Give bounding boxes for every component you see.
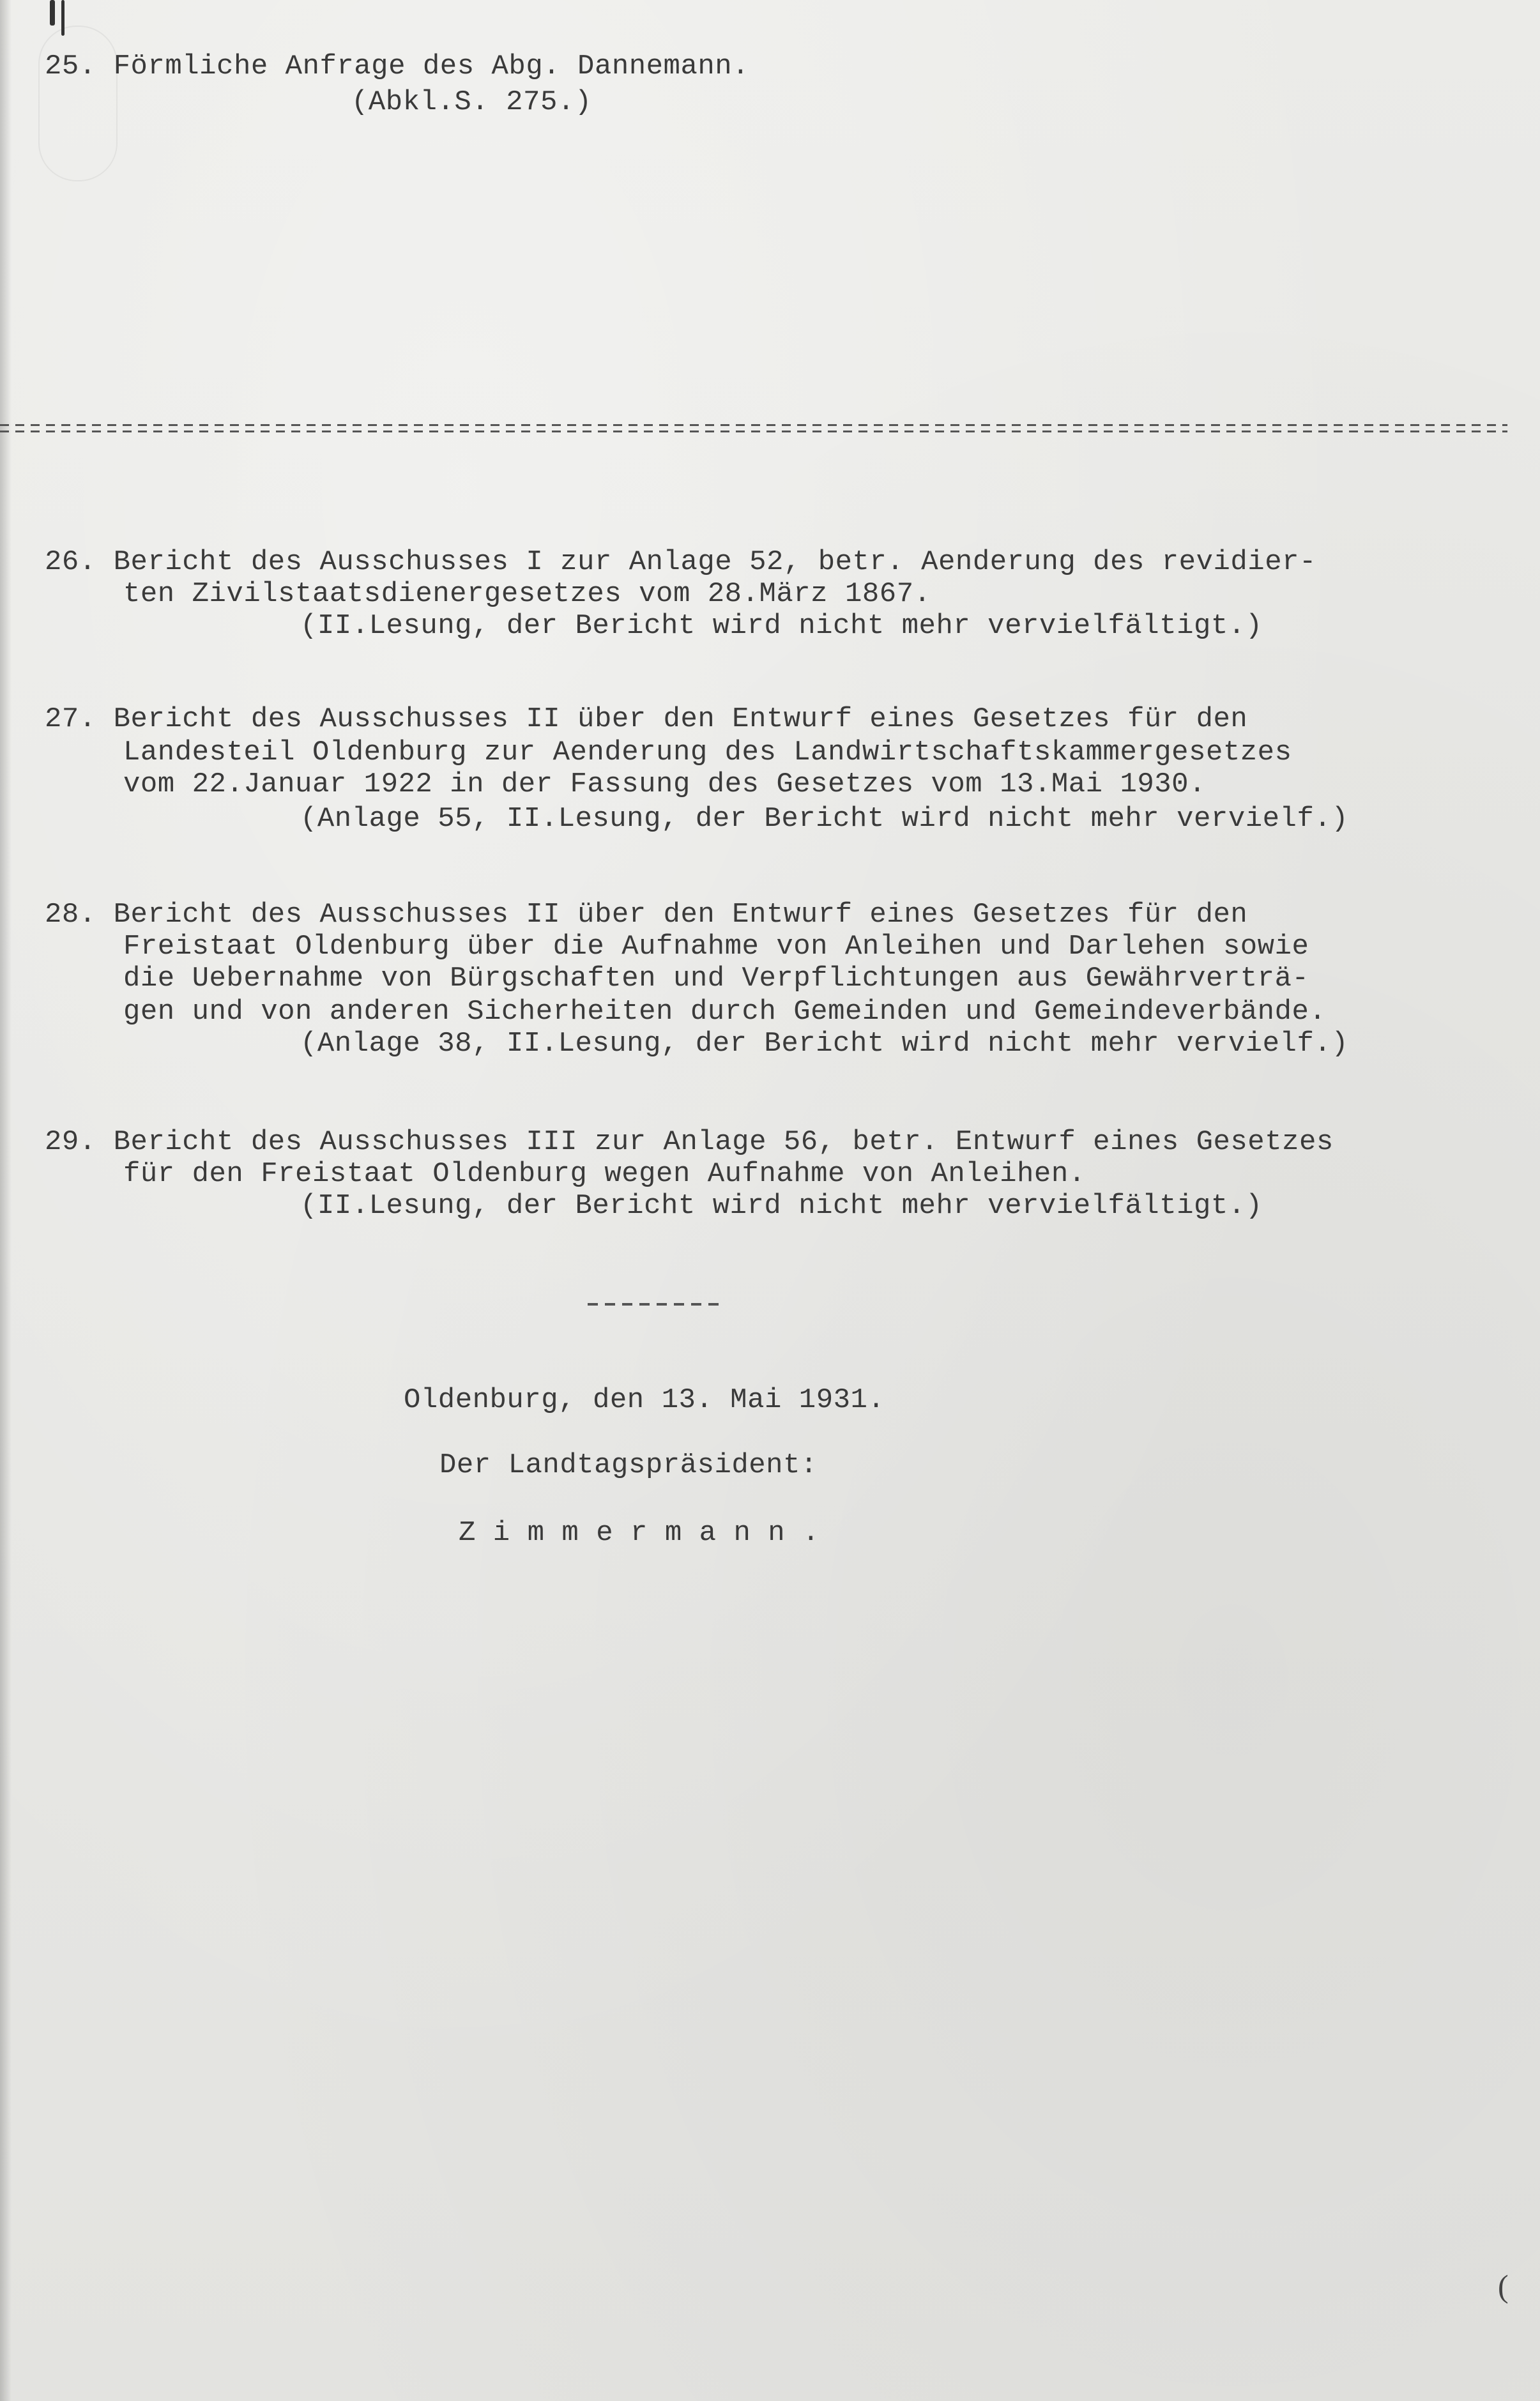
item-29-line-2: für den Freistaat Oldenburg wegen Aufnahme von Anleihen. [123,1158,1086,1190]
signatory-name: Z i m m e r m a n n . [459,1517,820,1549]
item-28-line-3: die Uebernahme von Bürgschaften und Verpflichtungen aus Gewährverträ- [123,963,1309,995]
item-27-line-4: (Anlage 55, II.Lesung, der Bericht wird nicht mehr vervielf.) [300,803,1349,835]
item-25-line-1: 25. Förmliche Anfrage des Abg. Dannemann. [45,50,750,82]
short-dash-divider [588,1303,725,1306]
item-27-line-1: 27. Bericht des Ausschusses II über den Entwurf eines Gesetzes für den [45,703,1248,735]
punch-hole-mark [38,26,118,181]
item-29-line-1: 29. Bericht des Ausschusses III zur Anlage 56, betr. Entwurf eines Gesetzes [45,1126,1334,1158]
item-28-line-4: gen und von anderen Sicherheiten durch Gemeinden und Gemeindeverbände. [123,996,1327,1028]
item-25-line-2: (Abkl.S. 275.) [351,86,592,118]
item-26-line-3: (II.Lesung, der Bericht wird nicht mehr vervielfältigt.) [300,610,1263,642]
item-26-line-2: ten Zivilstaatsdienergesetzes vom 28.März 1867. [123,578,931,610]
ink-mark [50,0,55,26]
double-dash-separator [0,422,1507,436]
item-27-line-3: vom 22.Januar 1922 in der Fassung des Gesetzes vom 13.Mai 1930. [123,768,1206,800]
item-26-line-1: 26. Bericht des Ausschusses I zur Anlage 52, betr. Aenderung des revidier- [45,546,1316,578]
ink-mark [61,0,65,36]
margin-mark: ( [1498,2268,1509,2304]
item-28-line-2: Freistaat Oldenburg über die Aufnahme von Anleihen und Darlehen sowie [123,931,1309,963]
item-28-line-5: (Anlage 38, II.Lesung, der Bericht wird nicht mehr vervielf.) [300,1028,1349,1060]
signatory-title: Der Landtagspräsident: [439,1449,818,1481]
place-date: Oldenburg, den 13. Mai 1931. [404,1384,885,1416]
page-edge-shadow [0,0,11,2401]
item-28-line-1: 28. Bericht des Ausschusses II über den Entwurf eines Gesetzes für den [45,899,1248,931]
item-27-line-2: Landesteil Oldenburg zur Aenderung des Landwirtschaftskammergesetzes [123,736,1292,768]
item-29-line-3: (II.Lesung, der Bericht wird nicht mehr vervielfältigt.) [300,1190,1263,1222]
